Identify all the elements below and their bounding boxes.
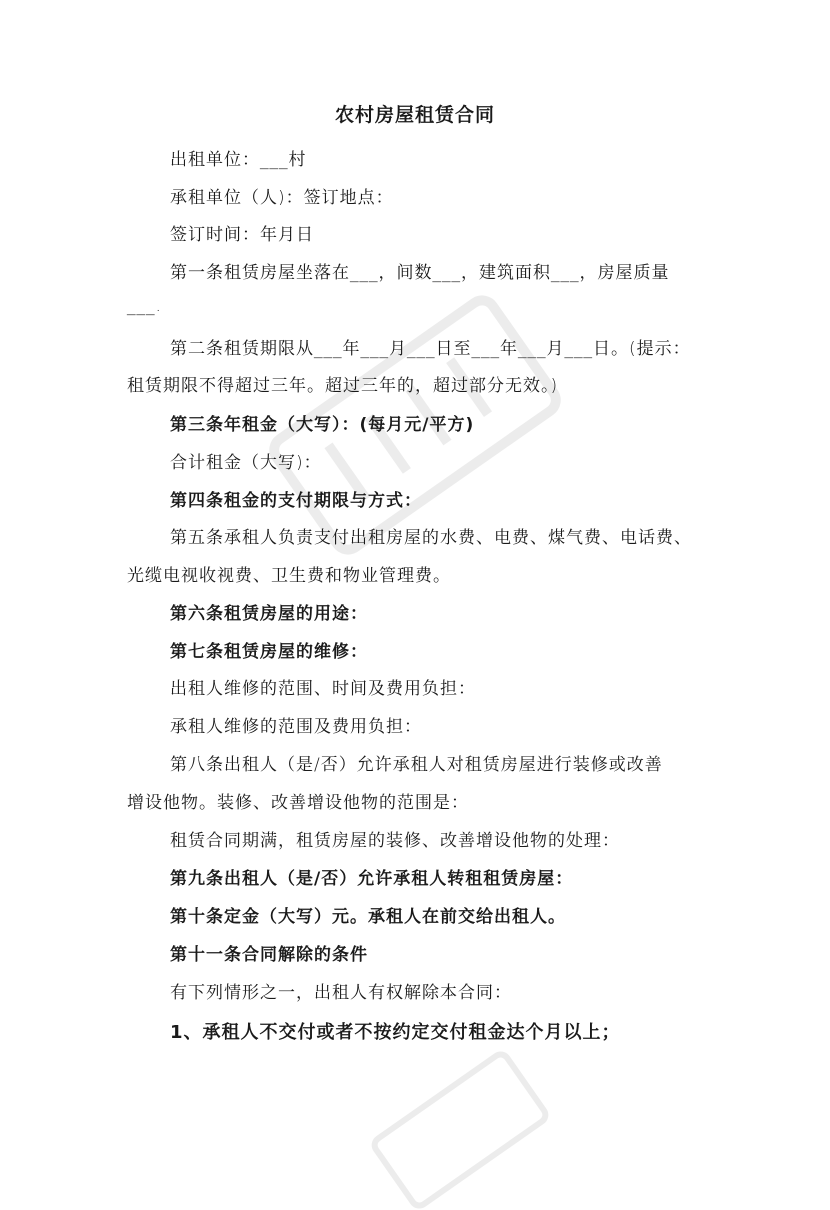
clause-1-line: 第一条租赁房屋坐落在___，间数___，建筑面积___，房屋质量	[170, 263, 670, 283]
clause-10-heading: 第十条定金（大写）元。承租人在前交给出租人。	[170, 907, 566, 927]
total-rent-line: 合计租金（大写)：	[170, 453, 322, 473]
clause-5-continued: 光缆电视收视费、卫生费和物业管理费。	[127, 566, 451, 586]
clause-8-line: 第八条出租人（是/否）允许承租人对租赁房屋进行装修或改善	[170, 755, 663, 775]
clause-9-heading: 第九条出租人（是/否）允许承租人转租租赁房屋：	[170, 869, 574, 889]
lessee-repair-line: 承租人维修的范围及费用负担：	[170, 717, 422, 737]
sign-date-line: 签订时间：年月日	[170, 225, 314, 245]
termination-intro-line: 有下列情形之一，出租人有权解除本合同：	[170, 983, 512, 1003]
lessee-line: 承租单位（人)：签订地点：	[170, 188, 394, 208]
watermark-icon	[360, 1050, 560, 1210]
clause-6-heading: 第六条租赁房屋的用途：	[170, 604, 368, 624]
clause-7-heading: 第七条租赁房屋的维修：	[170, 642, 368, 662]
clause-2-line: 第二条租赁期限从___年___月___日至___年___月___日。(提示：	[170, 339, 691, 359]
clause-5-line: 第五条承租人负责支付出租房屋的水费、电费、煤气费、电话费、	[170, 528, 692, 548]
lessor-line: 出租单位：___村	[170, 150, 307, 170]
clause-4-heading: 第四条租金的支付期限与方式：	[170, 491, 422, 511]
clause-1-continued: ___.	[127, 296, 162, 316]
termination-item-1: 1、承租人不交付或者不按约定交付租金达个月以上；	[170, 1022, 621, 1043]
clause-8-continued: 增设他物。装修、改善增设他物的范围是：	[127, 793, 469, 813]
clause-3-heading: 第三条年租金（大写）：(每月元/平方)	[170, 415, 475, 435]
clause-11-heading: 第十一条合同解除的条件	[170, 945, 368, 965]
document-title: 农村房屋租赁合同	[334, 104, 495, 126]
lease-expiry-line: 租赁合同期满，租赁房屋的装修、改善增设他物的处理：	[170, 831, 620, 851]
lessor-repair-line: 出租人维修的范围、时间及费用负担：	[170, 679, 476, 699]
clause-2-continued: 租赁期限不得超过三年。超过三年的，超过部分无效。)	[127, 376, 559, 396]
